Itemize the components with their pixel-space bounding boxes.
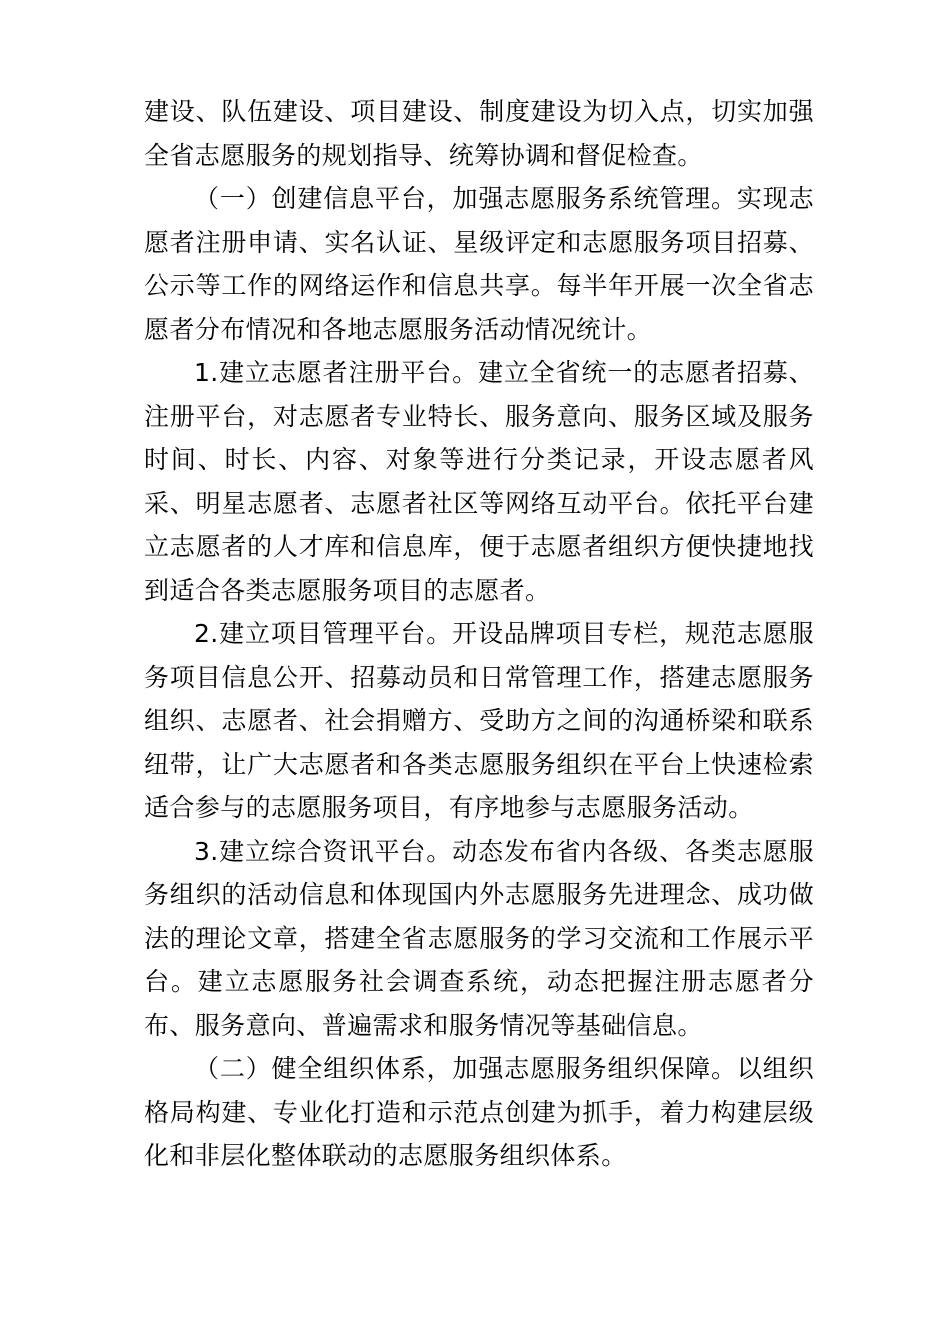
- document-body: [144, 90, 814, 1178]
- section-heading-paragraph-2: （二）健全组织体系，加强志愿服务组织保障。以组织格局构建、专业化打造和示范点创建为抓手，着力构建层级化和非层化整体联动的志愿服务组织体系。: [144, 1054, 814, 1170]
- item-paragraph-1: 1.建立志愿者注册平台。建立全省统一的志愿者招募、注册平台，对志愿者专业特长、服务意向、服务区域及服务时间、时长、内容、对象等进行分类记录，开设志愿者风采、明星志愿者、志愿者社区等网络互动平台。依托平台建立志愿者的人才库和信息库，便于志愿者组织方便快捷地找到适合各类志愿服务项目的志愿者。: [144, 358, 814, 605]
- item-paragraph-2: 2.建立项目管理平台。开设品牌项目专栏，规范志愿服务项目信息公开、招募动员和日常管理工作，搭建志愿服务组织、志愿者、社会捐赠方、受助方之间的沟通桥梁和联系纽带，让广大志愿者和各类志愿服务组织在平台上快速检索适合参与的志愿服务项目，有序地参与志愿服务活动。: [144, 619, 814, 822]
- item-paragraph-3: 3.建立综合资讯平台。动态发布省内各级、各类志愿服务组织的活动信息和体现国内外志愿服务先进理念、成功做法的理论文章，搭建全省志愿服务的学习交流和工作展示平台。建立志愿服务社会调查系统，动态把握注册志愿者分布、服务意向、普遍需求和服务情况等基础信息。: [144, 836, 814, 1040]
- section-heading-paragraph-1: （一）创建信息平台，加强志愿服务系统管理。实现志愿者注册申请、实名认证、星级评定和志愿服务项目招募、公示等工作的网络运作和信息共享。每半年开展一次全省志愿者分布情况和各地志愿服务活动情况统计。: [144, 184, 814, 344]
- paragraph-continuation: 建设、队伍建设、项目建设、制度建设为切入点，切实加强全省志愿服务的规划指导、统筹协调和督促检查。: [144, 97, 814, 170]
